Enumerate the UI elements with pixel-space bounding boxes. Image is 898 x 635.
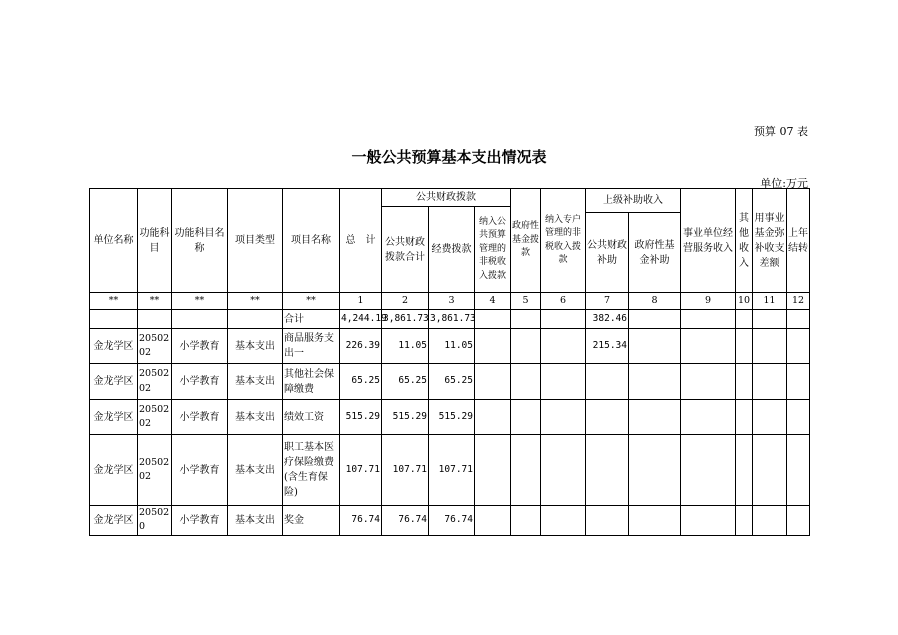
expense-cell: 107.71 (429, 435, 475, 506)
func-cell: 小学教育 (172, 435, 228, 506)
table-header (90, 189, 810, 293)
header-func-code: 功能科目 (138, 189, 172, 293)
type-cell: 基本支出 (228, 400, 283, 435)
table-number: 预算 07 表 (754, 125, 808, 138)
header-public-finance-subsidy: 公共财政补助 (586, 213, 629, 293)
total-cell: 107.71 (340, 435, 382, 506)
item-name-cell: 绩效工资 (283, 400, 340, 435)
code-cell: 205020 (138, 506, 172, 536)
expense-cell: 515.29 (429, 400, 475, 435)
table-row (90, 435, 810, 506)
index-cell: 5 (511, 293, 541, 310)
index-cell: 10 (736, 293, 753, 310)
func-cell: 小学教育 (172, 329, 228, 364)
item-name-cell: 职工基本医疗保险缴费(含生育保险) (283, 435, 340, 506)
header-item-name: 项目名称 (283, 189, 340, 293)
index-cell: 9 (681, 293, 736, 310)
header-gov-fund: 政府性基金拨款 (511, 189, 541, 293)
type-cell: 基本支出 (228, 329, 283, 364)
unit-label: 单位:万元 (760, 177, 808, 190)
index-cell: 4 (475, 293, 511, 310)
table-row (90, 329, 810, 364)
type-cell: 基本支出 (228, 435, 283, 506)
total-cell: 65.25 (340, 364, 382, 400)
pf-total-cell: 515.29 (382, 400, 429, 435)
index-cell: ** (138, 293, 172, 310)
expense-cell: 65.25 (429, 364, 475, 400)
total-expense-cell: 3,861.73 (429, 310, 475, 329)
index-cell: 6 (541, 293, 586, 310)
subsidy-cell (586, 506, 629, 536)
table-body (90, 293, 810, 536)
total-cell: 76.74 (340, 506, 382, 536)
header-public-finance: 公共财政拨款 (382, 189, 511, 207)
index-cell: ** (283, 293, 340, 310)
expense-cell: 11.05 (429, 329, 475, 364)
header-item-type: 项目类型 (228, 189, 283, 293)
header-other-income: 其他收入 (736, 189, 753, 293)
total-cell: 4,244.19 (340, 310, 382, 329)
index-cell: 12 (787, 293, 810, 310)
header-total: 总 计 (340, 189, 382, 293)
pf-total-cell: 65.25 (382, 364, 429, 400)
page-title: 一般公共预算基本支出情况表 (351, 148, 547, 166)
index-cell: 11 (753, 293, 787, 310)
total-row (90, 310, 810, 329)
header-func-name: 功能科目名称 (172, 189, 228, 293)
index-row (90, 293, 810, 310)
code-cell: 2050202 (138, 364, 172, 400)
index-cell: ** (90, 293, 138, 310)
type-cell: 基本支出 (228, 506, 283, 536)
budget-table (89, 188, 810, 536)
index-cell: 8 (629, 293, 681, 310)
code-cell: 2050202 (138, 435, 172, 506)
index-cell: ** (228, 293, 283, 310)
unit-cell: 金龙学区 (90, 364, 138, 400)
header-gov-fund-subsidy: 政府性基金补助 (629, 213, 681, 293)
table-row (90, 364, 810, 400)
item-name-cell: 商品服务支出一 (283, 329, 340, 364)
unit-cell: 金龙学区 (90, 506, 138, 536)
total-cell: 515.29 (340, 400, 382, 435)
total-cell: 226.39 (340, 329, 382, 364)
type-cell: 基本支出 (228, 364, 283, 400)
total-pf-cell: 3,861.73 (382, 310, 429, 329)
index-cell: ** (172, 293, 228, 310)
subsidy-cell: 215.34 (586, 329, 629, 364)
header-expense-grant: 经费拨款 (429, 207, 475, 293)
index-cell: 2 (382, 293, 429, 310)
header-special-nontax: 纳入专户管理的非税收入拨款 (541, 189, 586, 293)
index-cell: 3 (429, 293, 475, 310)
pf-total-cell: 107.71 (382, 435, 429, 506)
header-budget-nontax: 纳入公共预算管理的非税收入拨款 (475, 207, 511, 293)
header-fund-balance: 用事业基金弥补收支差额 (753, 189, 787, 293)
index-cell: 1 (340, 293, 382, 310)
subsidy-cell (586, 435, 629, 506)
header-last-year: 上年结转 (787, 189, 810, 293)
code-cell: 2050202 (138, 329, 172, 364)
header-service-income: 事业单位经营服务收入 (681, 189, 736, 293)
pf-total-cell: 76.74 (382, 506, 429, 536)
func-cell: 小学教育 (172, 364, 228, 400)
pf-total-cell: 11.05 (382, 329, 429, 364)
item-name-cell: 奖金 (283, 506, 340, 536)
header-unit-name: 单位名称 (90, 189, 138, 293)
subsidy-cell (586, 400, 629, 435)
table-row (90, 506, 810, 536)
total-label: 合计 (283, 310, 340, 329)
unit-cell: 金龙学区 (90, 400, 138, 435)
header-public-finance-total: 公共财政拨款合计 (382, 207, 429, 293)
func-cell: 小学教育 (172, 506, 228, 536)
subsidy-cell (586, 364, 629, 400)
unit-cell: 金龙学区 (90, 329, 138, 364)
func-cell: 小学教育 (172, 400, 228, 435)
table-row (90, 400, 810, 435)
header-superior-subsidy: 上级补助收入 (586, 189, 681, 213)
unit-cell: 金龙学区 (90, 435, 138, 506)
item-name-cell: 其他社会保障缴费 (283, 364, 340, 400)
total-subsidy-cell: 382.46 (586, 310, 629, 329)
expense-cell: 76.74 (429, 506, 475, 536)
index-cell: 7 (586, 293, 629, 310)
code-cell: 2050202 (138, 400, 172, 435)
